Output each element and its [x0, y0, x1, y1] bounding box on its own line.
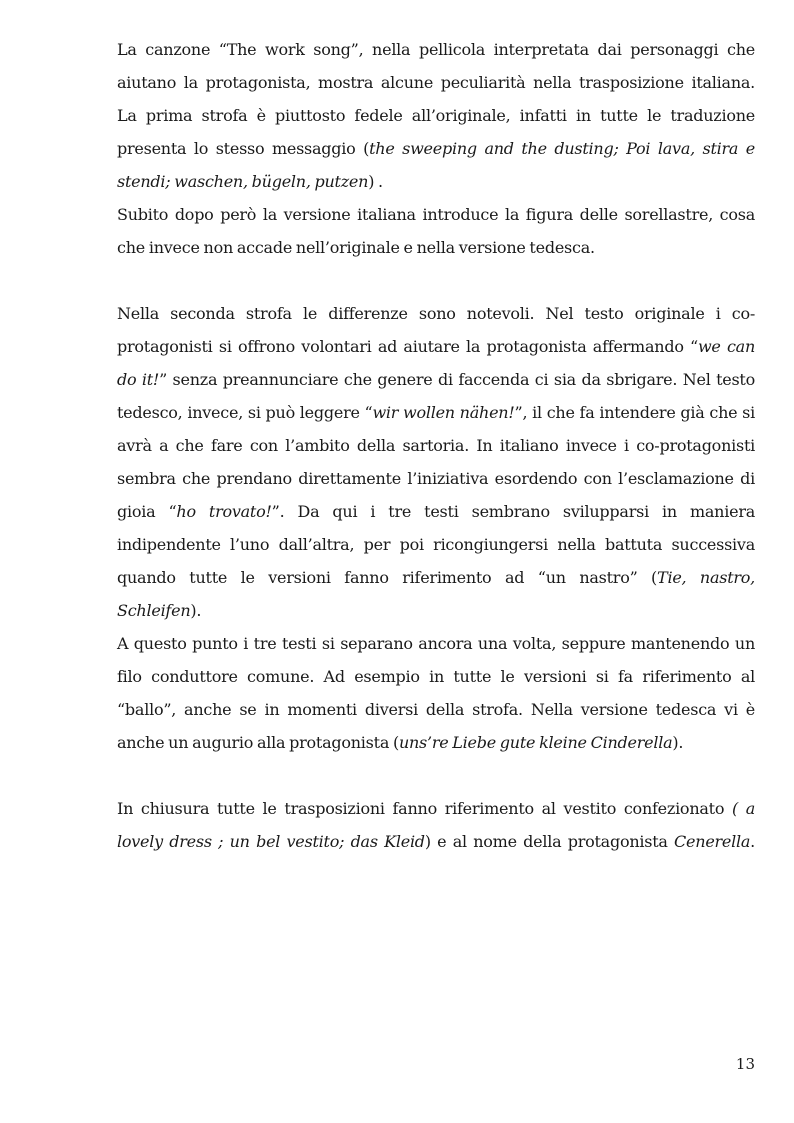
text-line	[117, 165, 755, 198]
italic-text: lovely dress ; un bel vestito; das Kleid	[117, 832, 425, 851]
text-run: filo conduttore comune. Ad esempio in tutte le versioni si fa riferimento al	[117, 667, 755, 686]
text-run: ) .	[368, 172, 383, 191]
italic-text: Tie, nastro,	[657, 568, 755, 587]
italic-text: uns’re Liebe gute kleine Cinderella	[398, 733, 673, 752]
text-run: aiutano la protagonista, mostra alcune peculiarità nella trasposizione italiana.	[117, 73, 755, 92]
text-line	[117, 726, 755, 759]
text-line	[117, 792, 755, 825]
text-line	[117, 99, 755, 132]
document-body	[117, 33, 755, 858]
text-run: ” senza preannunciare che genere di faccenda ci sia da sbrigare. Nel testo	[159, 370, 755, 389]
italic-text: the sweeping and the dusting; Poi lava, stira e	[369, 139, 755, 158]
italic-text: wir wollen nähen!	[372, 403, 515, 422]
text-run: La canzone “The work song”, nella pellicola interpretata dai personaggi che	[117, 40, 755, 59]
paragraph	[117, 33, 755, 198]
paragraph-gap	[117, 264, 755, 297]
text-line	[117, 396, 755, 429]
paragraph	[117, 627, 755, 759]
text-run: protagonisti si offrono volontari ad aiutare la protagonista affermando “	[117, 337, 698, 356]
text-run: che invece non accade nell’originale e nella versione tedesca.	[117, 238, 595, 257]
text-run: quando tutte le versioni fanno riferimento ad “un nastro” (	[117, 568, 658, 587]
text-run: .	[750, 832, 756, 851]
italic-text: we can	[697, 337, 755, 356]
text-line	[117, 660, 755, 693]
paragraph-gap	[117, 759, 755, 792]
text-run: ).	[672, 733, 684, 752]
text-line	[117, 33, 755, 66]
text-line	[117, 363, 755, 396]
text-line	[117, 528, 755, 561]
text-run: indipendente l’uno dall’altra, per poi ricongiungersi nella battuta successiva	[117, 535, 755, 554]
text-line	[117, 132, 755, 165]
italic-text: ho trovato!	[176, 502, 272, 521]
italic-text: ( a	[731, 799, 755, 818]
italic-text: do it!	[117, 370, 160, 389]
text-line	[117, 198, 755, 231]
paragraph	[117, 198, 755, 264]
text-line	[117, 561, 755, 594]
text-run: tedesco, invece, si può leggere “	[117, 403, 373, 422]
text-run: sembra che prendano direttamente l’iniziativa esordendo con l’esclamazione di	[117, 469, 755, 488]
text-run: La prima strofa è piuttosto fedele all’originale, infatti in tutte le traduzione	[117, 106, 755, 125]
italic-text: Schleifen	[117, 601, 191, 620]
text-line	[117, 825, 755, 858]
text-line	[117, 297, 755, 330]
text-run: In chiusura tutte le trasposizioni fanno riferimento al vestito confezionato	[117, 799, 732, 818]
paragraph	[117, 297, 755, 627]
paragraph	[117, 792, 755, 858]
text-line	[117, 627, 755, 660]
text-run: Nella seconda strofa le differenze sono notevoli. Nel testo originale i co-	[117, 304, 755, 323]
text-line	[117, 495, 755, 528]
text-run: “ballo”, anche se in momenti diversi della strofa. Nella versione tedesca vi è	[117, 700, 755, 719]
text-run: presenta lo stesso messaggio (	[117, 139, 370, 158]
text-line	[117, 66, 755, 99]
text-line	[117, 693, 755, 726]
text-run: ”. Da qui i tre testi sembrano svilupparsi in maniera	[271, 502, 755, 521]
italic-text: stendi; waschen, bügeln, putzen	[117, 172, 369, 191]
text-run: gioia “	[117, 502, 177, 521]
text-line	[117, 462, 755, 495]
text-run: ) e al nome della protagonista	[424, 832, 675, 851]
text-run: Subito dopo però la versione italiana introduce la figura delle sorellastre, cosa	[117, 205, 755, 224]
text-run: ).	[190, 601, 202, 620]
text-run: avrà a che fare con l’ambito della sartoria. In italiano invece i co-protagonisti	[117, 436, 755, 455]
italic-text: Cenerella	[674, 832, 751, 851]
text-line	[117, 330, 755, 363]
text-line	[117, 429, 755, 462]
text-run: ”, il che fa intendere già che si	[514, 403, 756, 422]
text-line	[117, 594, 755, 627]
page-number: 13	[735, 1055, 755, 1073]
text-run: A questo punto i tre testi si separano ancora una volta, seppure mantenendo un	[117, 634, 755, 653]
text-run: anche un augurio alla protagonista (	[117, 733, 399, 752]
text-line	[117, 231, 755, 264]
